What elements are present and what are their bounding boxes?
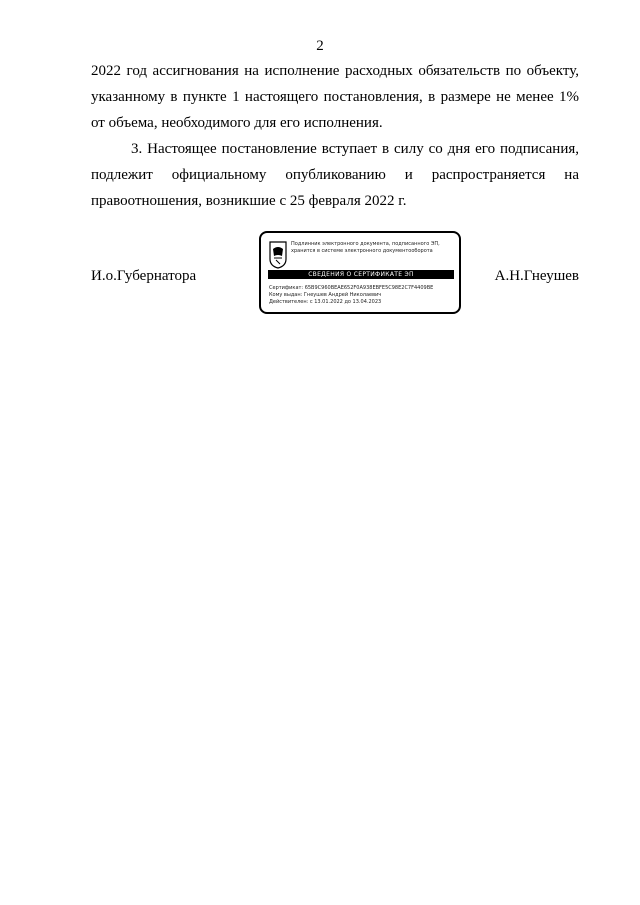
- paragraph-2-line: подлежит официальному опубликованию и распространяется на: [91, 167, 579, 183]
- electronic-signature-stamp: [259, 231, 461, 314]
- paragraph-1-line: от объема, необходимого для его исполнения.: [91, 115, 383, 131]
- coat-of-arms-icon: [269, 241, 287, 269]
- page-number: 2: [316, 38, 324, 54]
- certificate-validity: Действителен: с 13.01.2022 до 13.04.2023: [269, 299, 382, 305]
- stamp-header-line: хранится в системе электронного документооборота: [291, 248, 433, 254]
- certificate-owner: Кому выдан: Гнеушев Андрей Николаевич: [269, 292, 382, 298]
- certificate-number: Сертификат: 65B9C960BEAE652F0A938EBFE5C98E2C7F4409BE: [269, 285, 434, 291]
- stamp-header-line: Подлинник электронного документа, подписанного ЭП,: [291, 241, 440, 247]
- signatory-name: А.Н.Гнеушев: [494, 268, 579, 284]
- stamp-title-bar: СВЕДЕНИЯ О СЕРТИФИКАТЕ ЭП: [268, 270, 454, 279]
- signatory-title: И.о.Губернатора: [91, 268, 197, 284]
- paragraph-2-line: 3. Настоящее постановление вступает в силу со дня его подписания,: [131, 141, 579, 157]
- paragraph-1-line: 2022 год ассигнования на исполнение расходных обязательств по объекту,: [91, 63, 579, 79]
- paragraph-2-line: правоотношения, возникшие с 25 февраля 2022 г.: [91, 193, 407, 209]
- paragraph-2: [91, 136, 579, 214]
- paragraph-1-line: указанному в пункте 1 настоящего постановления, в размере не менее 1%: [91, 89, 579, 105]
- paragraph-1: [91, 58, 579, 136]
- stamp-header: [291, 241, 456, 255]
